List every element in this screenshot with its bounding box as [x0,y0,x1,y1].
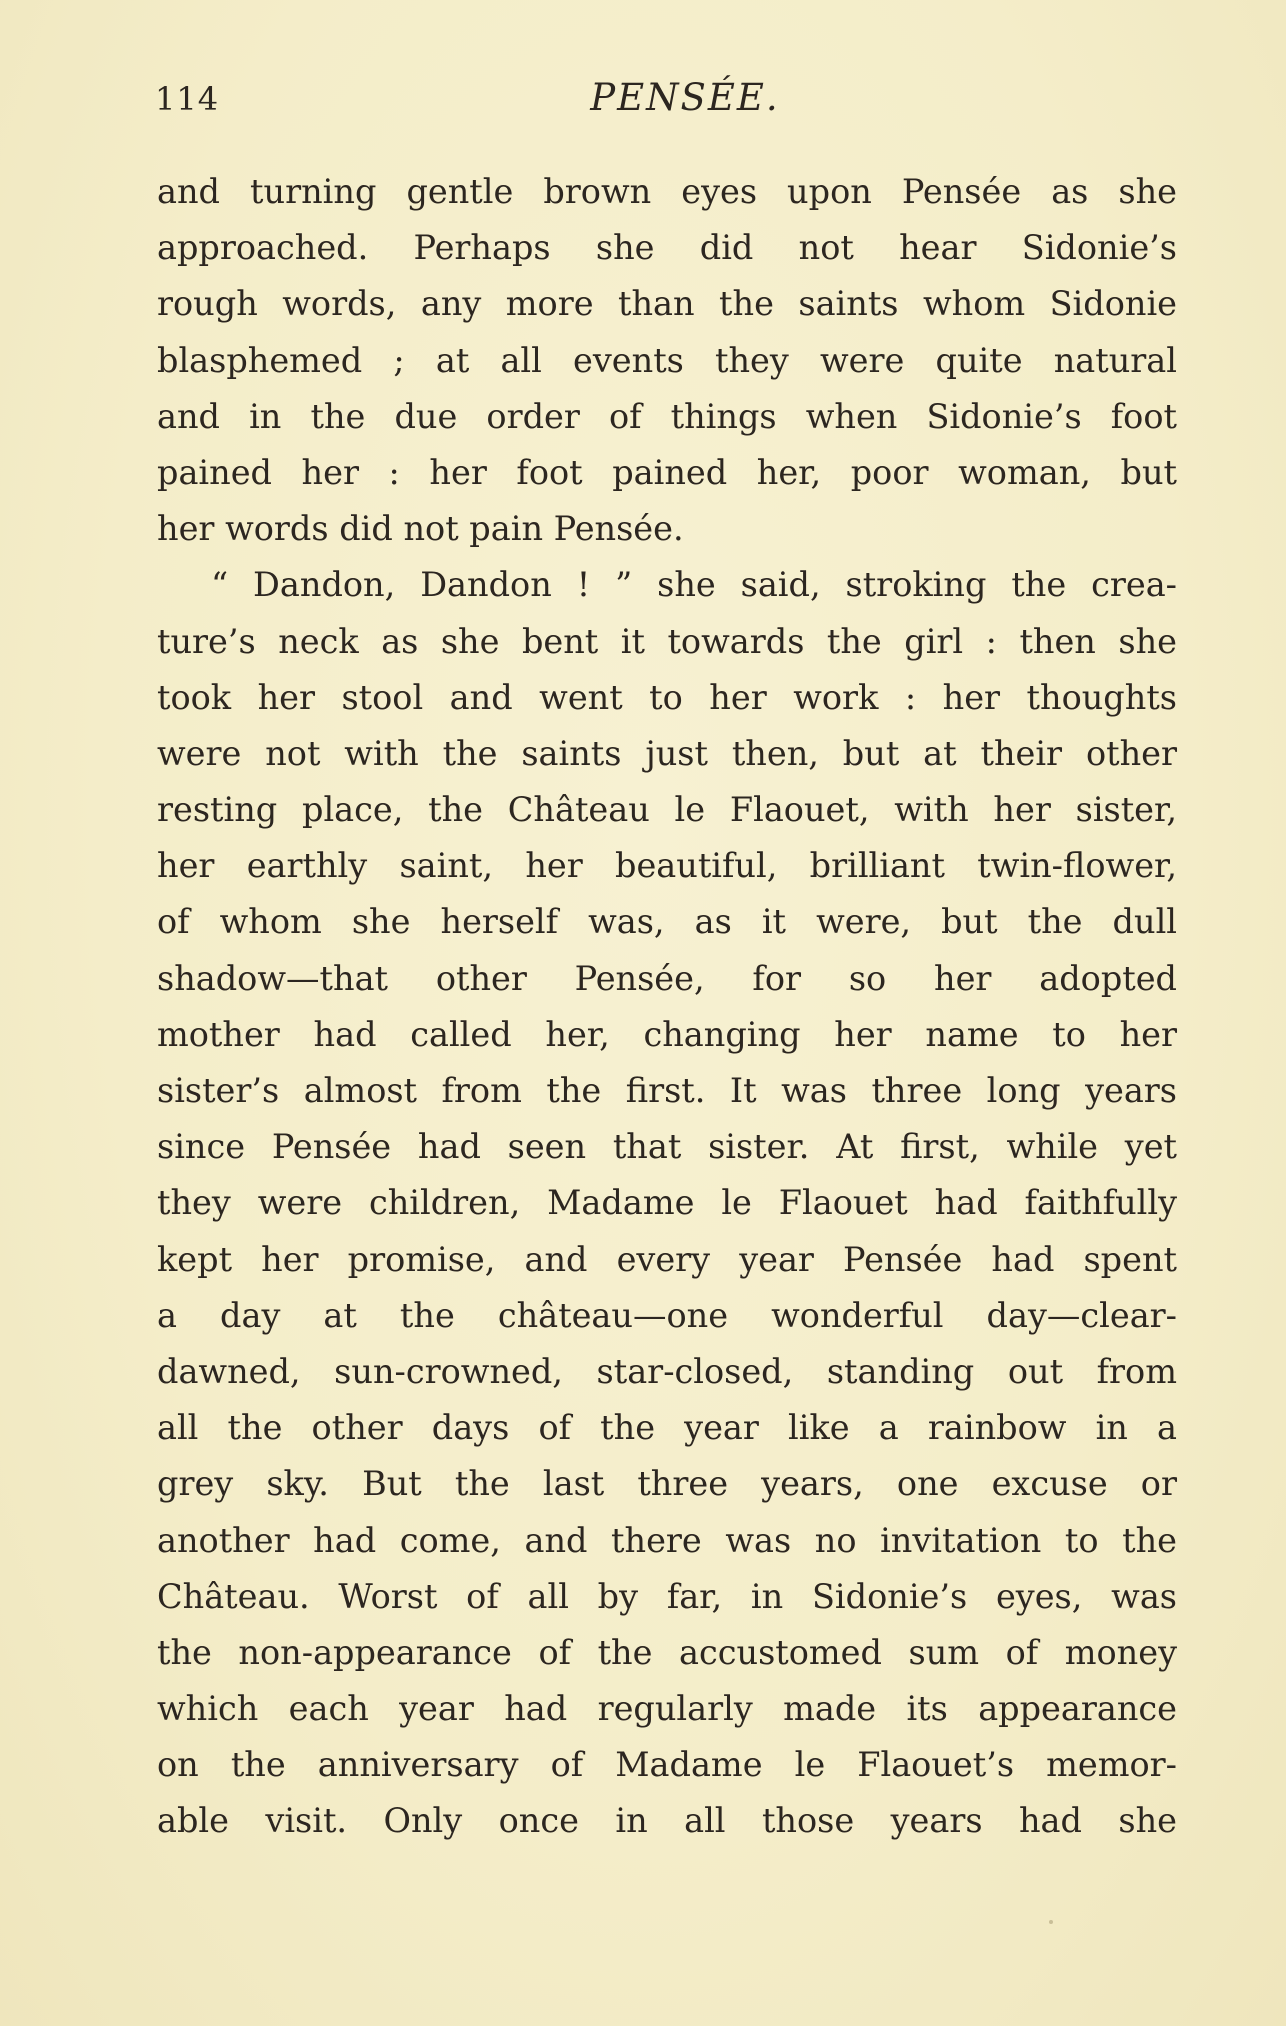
text-line: “ Dandon, Dandon ! ” she said, stroking the crea- [211,565,1177,605]
text-line: they were children, Madame le Flaouet had faithfully [157,1183,1177,1223]
text-line: a day at the château—one wonderful day—clear- [157,1295,1177,1335]
text-line: all the other days of the year like a rainbow in a [157,1408,1177,1448]
text-line: which each year had regularly made its appearance [157,1689,1177,1729]
text-line: grey sky. But the last three years, one excuse or [157,1464,1177,1504]
paper-speck [1049,1920,1053,1924]
text-line: rough words, any more than the saints whom Sidonie [157,284,1177,324]
text-line: kept her promise, and every year Pensée had spent [157,1239,1177,1279]
text-line: were not with the saints just then, but at their other [157,733,1177,773]
text-line: sister’s almost from the first. It was three long years [157,1071,1177,1110]
text-line: mother had called her, changing her name to her [157,1014,1177,1054]
text-line: since Pensée had seen that sister. At first, while yet [157,1127,1177,1167]
text-line: dawned, sun-crowned, star-closed, standing out from [157,1351,1177,1391]
text-line: able visit. Only once in all those years had she [157,1801,1177,1841]
text-line: shadow—that other Pensée, for so her adopted [157,958,1177,998]
page-number: 114 [155,80,220,118]
text-line: Château. Worst of all by far, in Sidonie’s eyes, was [157,1576,1177,1616]
text-line: blasphemed ; at all events they were quite natural [157,340,1177,380]
text-line: her words did not pain Pensée. [157,509,684,549]
text-line: of whom she herself was, as it were, but the dull [157,902,1177,942]
text-line: her earthly saint, her beautiful, brilliant twin-flower, [157,846,1177,886]
text-line: and in the due order of things when Sidonie’s foot [157,396,1177,436]
text-line: approached. Perhaps she did not hear Sidonie’s [157,228,1177,268]
text-line: and turning gentle brown eyes upon Pensée as she [157,172,1177,211]
text-line: another had come, and there was no invitation to the [157,1520,1177,1560]
body-text [157,164,1177,1850]
running-title: PENSÉE. [590,76,780,119]
text-line: resting place, the Château le Flaouet, with her sister, [157,790,1177,830]
text-line: ture’s neck as she bent it towards the girl : then she [157,621,1177,661]
text-line: took her stool and went to her work : her thoughts [157,677,1177,717]
text-line: on the anniversary of Madame le Flaouet’s memor- [157,1745,1177,1785]
page-header [155,72,1175,132]
text-line: pained her : her foot pained her, poor woman, but [157,452,1177,492]
text-line: the non-appearance of the accustomed sum of money [157,1632,1177,1672]
